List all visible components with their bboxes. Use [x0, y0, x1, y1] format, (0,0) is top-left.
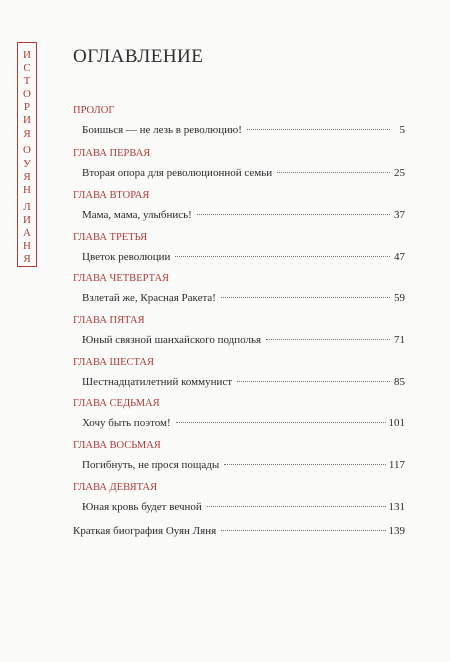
- side-word-3: [23, 201, 31, 266]
- side-letter: С: [23, 62, 31, 75]
- dot-leader: [224, 464, 386, 465]
- chapter-heading: ПРОЛОГ: [73, 105, 115, 116]
- chapter-title: Боишься — не лезь в революцию!: [82, 124, 242, 136]
- chapter-title: Погибнуть, не прося пощады: [82, 459, 220, 471]
- dot-leader: [237, 381, 390, 382]
- side-letter: Я: [23, 127, 31, 140]
- page-number: 139: [388, 525, 405, 537]
- chapter-line: [73, 124, 405, 137]
- chapter-line: [73, 292, 405, 305]
- side-letter: И: [23, 213, 31, 226]
- biography-title: Краткая биография Оуян Ляня: [73, 525, 217, 537]
- page-number: 117: [388, 459, 405, 471]
- side-letter: О: [23, 88, 31, 101]
- chapter-heading: ГЛАВА ВТОРАЯ: [73, 190, 150, 201]
- chapter-line: [73, 501, 405, 514]
- chapter-heading: ГЛАВА СЕДЬМАЯ: [73, 398, 160, 409]
- side-word-2: [23, 144, 31, 196]
- side-word-1: [23, 49, 31, 141]
- chapter-title: Взлетай же, Красная Ракета!: [82, 292, 216, 304]
- dot-leader: [197, 214, 390, 215]
- toc-entry[interactable]: [73, 440, 405, 472]
- page-number: 5: [399, 124, 405, 136]
- page-number: 37: [394, 209, 405, 221]
- biography-line: [73, 525, 405, 538]
- dot-leader: [266, 339, 390, 340]
- dot-leader: [176, 422, 386, 423]
- side-letter: О: [23, 144, 31, 157]
- chapter-line: [73, 251, 405, 264]
- dot-leader: [221, 297, 390, 298]
- dot-leader: [175, 256, 390, 257]
- chapter-title: Мама, мама, улыбнись!: [82, 209, 192, 221]
- page-number: 131: [388, 501, 405, 513]
- chapter-line: [73, 376, 405, 389]
- side-letter: Я: [23, 170, 31, 183]
- side-letter: Н: [23, 239, 31, 252]
- toc-entry[interactable]: [73, 190, 405, 222]
- toc-entry[interactable]: [73, 105, 405, 137]
- chapter-line: [73, 459, 405, 472]
- dot-leader: [207, 506, 386, 507]
- toc-entry[interactable]: [73, 482, 405, 514]
- chapter-heading: ГЛАВА ЧЕТВЕРТАЯ: [73, 273, 170, 284]
- chapter-heading: ГЛАВА ПЯТАЯ: [73, 315, 145, 326]
- toc-entry[interactable]: [73, 357, 405, 389]
- chapter-line: [73, 209, 405, 222]
- side-letter: И: [23, 49, 31, 61]
- chapter-line: [73, 334, 405, 347]
- chapter-title: Юная кровь будет вечной: [82, 501, 202, 513]
- chapter-title: Цветок революции: [82, 251, 171, 263]
- side-letter: Л: [23, 200, 31, 213]
- toc-entry[interactable]: [73, 398, 405, 430]
- chapter-heading: ГЛАВА ВОСЬМАЯ: [73, 440, 161, 451]
- side-letter: Я: [23, 252, 31, 265]
- toc-entry[interactable]: [73, 315, 405, 347]
- toc-entry[interactable]: [73, 232, 405, 264]
- chapter-heading: ГЛАВА ШЕСТАЯ: [73, 357, 155, 368]
- page-title: ОГЛАВЛЕНИЕ: [73, 46, 204, 67]
- chapter-heading: ГЛАВА ПЕРВАЯ: [73, 148, 151, 159]
- chapter-heading: ГЛАВА ДЕВЯТАЯ: [73, 482, 158, 493]
- page-number: 59: [394, 292, 405, 304]
- chapter-line: [73, 417, 405, 430]
- side-letter: Р: [23, 101, 31, 114]
- chapter-heading: ГЛАВА ТРЕТЬЯ: [73, 232, 148, 243]
- side-letter: Н: [23, 183, 31, 196]
- dot-leader: [247, 129, 390, 130]
- page-number: 25: [394, 167, 405, 179]
- side-letter: У: [23, 157, 31, 170]
- page-number: 85: [394, 376, 405, 388]
- dot-leader: [221, 530, 385, 531]
- page-number: 47: [394, 251, 405, 263]
- side-letter: А: [23, 226, 31, 239]
- chapter-title: Хочу быть поэтом!: [82, 417, 171, 429]
- toc-entry[interactable]: [73, 273, 405, 305]
- chapter-title: Шестнадцатилетний коммунист: [82, 376, 233, 388]
- side-letter: И: [23, 114, 31, 127]
- toc-entry-biography[interactable]: [73, 525, 405, 538]
- chapter-line: [73, 167, 405, 180]
- chapter-title: Юный связной шанхайского подполья: [82, 334, 262, 346]
- vertical-book-title: [17, 42, 37, 267]
- chapter-title: Вторая опора для революционной семьи: [82, 167, 273, 179]
- page-number: 101: [388, 417, 405, 429]
- dot-leader: [277, 172, 390, 173]
- page-number: 71: [394, 334, 405, 346]
- toc-entry[interactable]: [73, 148, 405, 180]
- side-letter: Т: [23, 75, 31, 88]
